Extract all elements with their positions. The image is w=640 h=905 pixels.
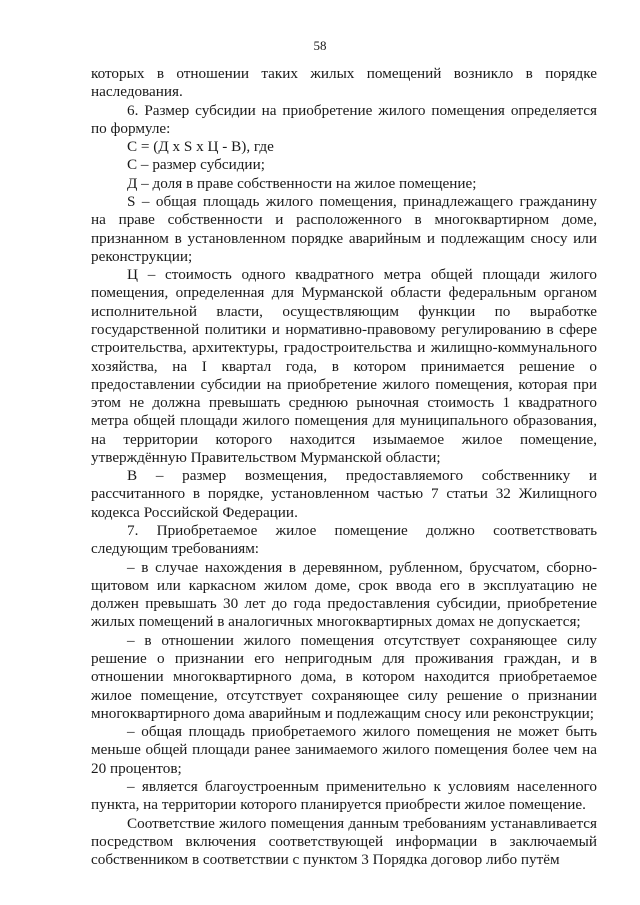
formula-line: С = (Д х S х Ц - В), где [127,138,274,156]
paragraph: В – размер возмещения, предоставляемого собственнику и рассчитанного в порядке, установленном частью 7 статьи 32 Жилищного кодекса Российской Федерации. [91,467,597,521]
paragraph: S – общая площадь жилого помещения, принадлежащего гражданину на праве собственности и расположенного в многоквартирном доме, признанном в установленном порядке аварийным и подлежащим сносу или реконструкции; [91,192,597,265]
paragraph: Д – доля в праве собственности на жилое помещение; [127,174,477,192]
list-item: – является благоустроенным применительно к условиям населенного пункта, на территории которого планируется приобрести жилое помещение. [91,777,597,814]
paragraph: 6. Размер субсидии на приобретение жилого помещения определяется по формуле: [91,101,597,137]
page-number: 58 [313,38,327,53]
list-item: – в отношении жилого помещения отсутствует сохраняющее силу решение о признании его непригодным для проживания граждан, и в отношении многоквартирного дома, в котором находится приобретаемое жилое помещение, отсутствует сохраняющее силу решение о признании многоквартирного дома аварийным и подлежащим сносу или реконструкции; [91,631,597,722]
paragraph: С – размер субсидии; [127,156,265,174]
list-item: – общая площадь приобретаемого жилого помещения не может быть меньше общей площади ранее занимаемого жилого помещения более чем на 20 процентов; [91,723,597,777]
document-body [91,65,597,869]
paragraph: 7. Приобретаемое жилое помещение должно соответствовать следующим требованиям: [91,522,597,558]
paragraph: которых в отношении таких жилых помещений возникло в порядке наследования. [91,65,597,101]
paragraph: Ц – стоимость одного квадратного метра общей площади жилого помещения, определенная для Мурманской области федеральным органом исполнительной власти, осуществляющим функции по выработке государственной политики и нормативно-правовому регулированию в сфере строительства, архитектуры, градостроительства и жилищно-коммунального хозяйства, на I квартал года, в котором принимается решение о предоставлении субсидии на приобретение жилого помещения, которая при этом не должна превышать среднюю рыночная стоимость 1 квадратного метра общей площади жилого помещения для муниципального образования, на территории которого находится изымаемое жилое помещение, утверждённую Правительством Мурманской области; [91,266,597,466]
list-item: – в случае нахождения в деревянном, рубленном, брусчатом, сборно-щитовом или каркасном жилом доме, срок ввода его в эксплуатацию не должен превышать 30 лет до года предоставления субсидии, приобретение жилых помещений в аналогичных многоквартирных домах не допускается; [91,558,597,631]
paragraph: Соответствие жилого помещения данным требованиям устанавливается посредством включения соответствующей информации в заключаемый собственником в соответствии с пунктом 3 Порядка договор либо путём [91,814,597,869]
